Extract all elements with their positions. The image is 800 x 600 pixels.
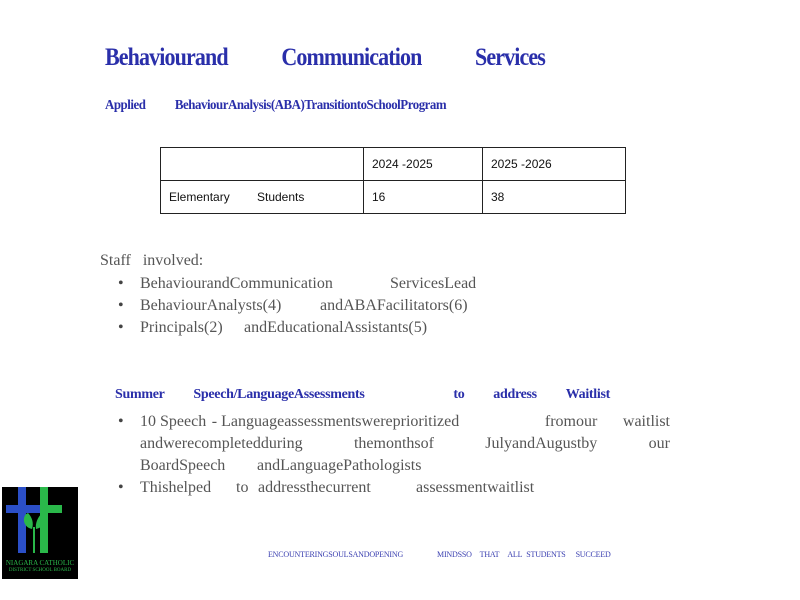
line-word: to (236, 479, 249, 496)
table-row-label (161, 181, 364, 214)
summer-word: Waitlist (565, 387, 610, 402)
logo-name: NIAGARA CATHOLIC (5, 559, 75, 567)
staff-item-text: BehaviourAnalysts(4) (140, 297, 282, 314)
list-item (112, 411, 682, 477)
footer-motto (268, 550, 645, 559)
staff-heading-b: involved: (142, 252, 204, 269)
staff-heading-a: Staff (100, 252, 131, 269)
table-cell: 16 (364, 181, 483, 214)
staff-item-text: BehaviourandCommunication (140, 275, 333, 292)
summer-word: Summer (115, 387, 165, 402)
table-header-cell (161, 148, 364, 181)
school-board-logo (2, 487, 78, 579)
line-word: assessmentwaitlist (416, 479, 535, 496)
staff-item-text: andEducationalAssistants(5) (244, 319, 428, 336)
line-word: our (648, 435, 670, 452)
line-word: Thishelped (140, 479, 212, 496)
table-header-row (161, 148, 626, 181)
line-word: themonthsof (353, 435, 434, 452)
title-word-3: Services (475, 44, 545, 71)
table-row (161, 181, 626, 214)
footer-word: MINDSSO (437, 550, 472, 559)
title-word-1: Behaviourand (105, 44, 228, 71)
list-item (112, 295, 476, 317)
cross-leaf-icon (2, 487, 78, 559)
table-header-cell: 2024 -2025 (364, 148, 483, 181)
line-word: BoardSpeech (140, 457, 226, 474)
summer-word: to (453, 387, 465, 402)
line-word: fromour (544, 413, 598, 430)
line-word: waitlist (622, 413, 670, 430)
list-item (112, 317, 476, 339)
bullet-line (140, 433, 670, 455)
footer-word: STUDENTS (526, 550, 566, 559)
line-word: • 10 Speech (140, 413, 207, 430)
staff-item-text: andABAFacilitators(6) (320, 297, 468, 314)
enrolment-table (160, 147, 626, 214)
line-word: andwerecompletedduring (140, 435, 303, 452)
summer-word: address (493, 387, 537, 402)
table-header-cell: 2025 -2026 (483, 148, 626, 181)
subtitle-part-b: BehaviourAnalysis(ABA)TransitiontoSchoolProgram (174, 98, 447, 113)
summer-list (112, 411, 682, 499)
staff-item-text: Principals(2) (140, 319, 223, 336)
summer-word: Speech/LanguageAssessments (193, 387, 365, 402)
summer-heading (115, 387, 610, 403)
footer-word: ALL (507, 550, 523, 559)
slide-subtitle (105, 98, 446, 114)
title-word-2: Communication (281, 44, 422, 71)
footer-word: ENCOUNTERINGSOULSANDOPENING (268, 550, 404, 559)
subtitle-part-a: Applied (105, 98, 146, 113)
bullet-line (140, 411, 670, 433)
list-item (112, 273, 476, 295)
staff-item-text: ServicesLead (390, 275, 477, 292)
line-word: andLanguagePathologists (257, 457, 422, 474)
row-label-b: Students (257, 190, 305, 204)
table-cell: 38 (483, 181, 626, 214)
row-label-a: Elementary (169, 190, 230, 204)
slide-title (105, 44, 545, 72)
list-item (112, 477, 682, 499)
logo-sub: DISTRICT SCHOOL BOARD (8, 568, 72, 573)
footer-word: THAT (479, 550, 500, 559)
bullet-line (140, 455, 670, 477)
line-word: JulyandAugustby (485, 435, 598, 452)
line-word: addressthecurrent (258, 479, 371, 496)
line-word: - Languageassessmentswereprioritized (211, 413, 460, 430)
staff-list (112, 273, 476, 339)
footer-word: SUCCEED (575, 550, 611, 559)
logo-wordmark (2, 559, 78, 575)
staff-heading (100, 252, 203, 270)
